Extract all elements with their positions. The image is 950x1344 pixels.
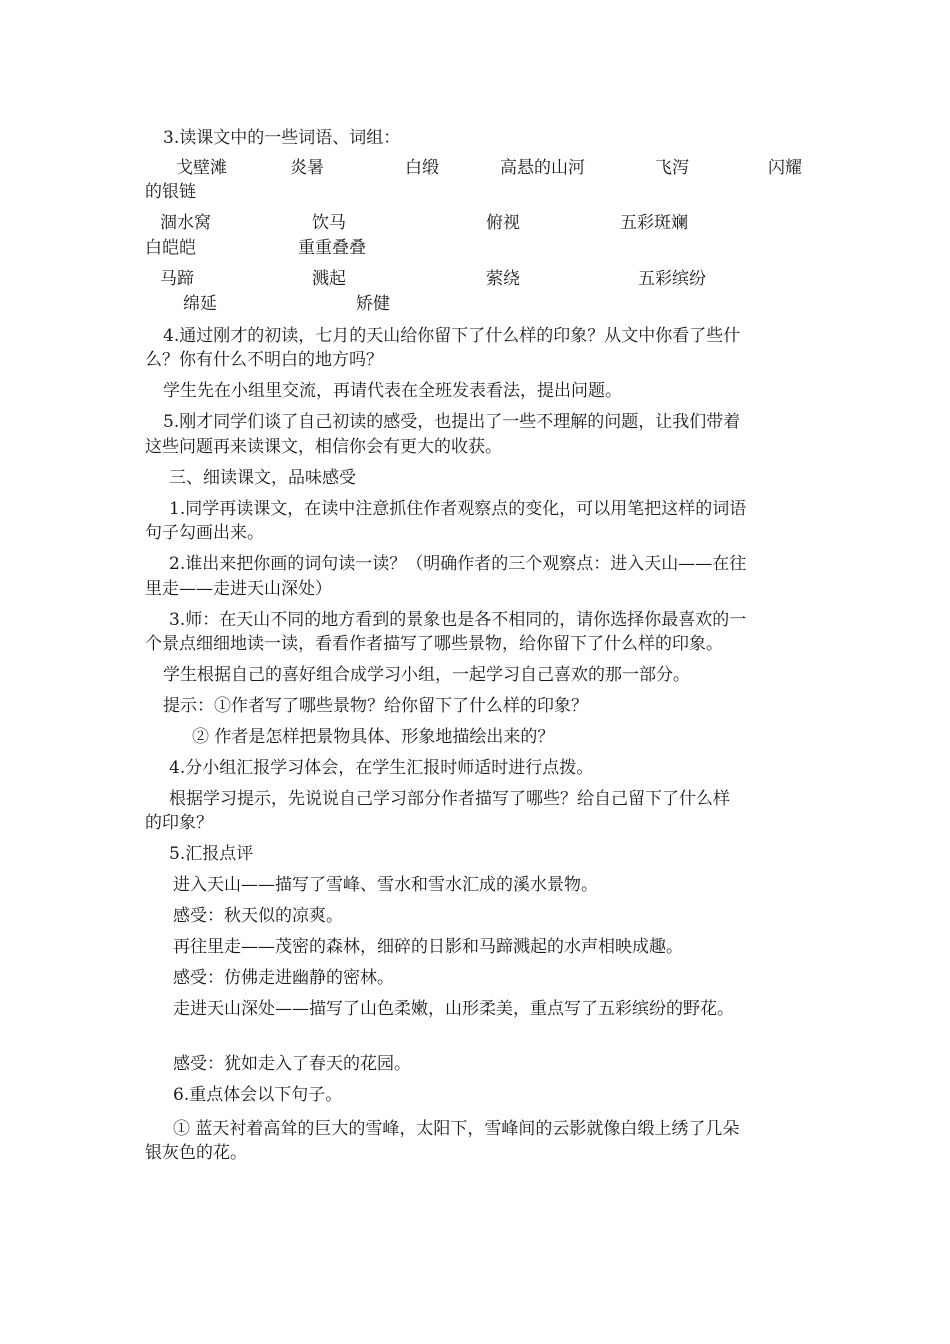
vocab-word: 飞泻 — [655, 158, 689, 178]
paragraph-line: 2.谁出来把你画的词句读一读？（明确作者的三个观察点：进入天山——在往 — [169, 554, 747, 574]
section3-heading: 3.读课文中的一些词语、词组： — [163, 128, 401, 148]
vocab-word: 饮马 — [312, 213, 346, 233]
report-line: 走进天山深处——描写了山色柔嫩，山形柔美，重点写了五彩缤纷的野花。 — [173, 999, 734, 1019]
section-heading: 三、细读课文，品味感受 — [169, 468, 356, 488]
hint-line: ② 作者是怎样把景物具体、形象地描绘出来的？ — [192, 727, 555, 747]
paragraph-line: 个景点细细地读一读，看看作者描写了哪些景物，给你留下了什么样的印象。 — [145, 634, 723, 654]
vocab-word: 白皑皑 — [145, 238, 196, 258]
feeling-line: 感受：秋天似的凉爽。 — [173, 906, 343, 926]
paragraph-line: 5.刚才同学们谈了自己初读的感受，也提出了一些不理解的问题，让我们带着 — [163, 412, 741, 432]
paragraph-line: 4.分小组汇报学习体会，在学生汇报时师适时进行点拨。 — [169, 758, 594, 778]
paragraph-line: 句子勾画出来。 — [145, 523, 264, 543]
paragraph-line: 这些问题再来读课文，相信你会有更大的收获。 — [145, 437, 502, 457]
vocab-word: 五彩缤纷 — [638, 269, 706, 289]
vocab-word: 五彩斑斓 — [620, 213, 688, 233]
subheading: 6.重点体会以下句子。 — [173, 1085, 343, 1105]
report-line: 进入天山——描写了雪峰、雪水和雪水汇成的溪水景物。 — [173, 875, 598, 895]
vocab-word: 萦绕 — [486, 269, 520, 289]
vocab-word: 高悬的山河 — [500, 158, 585, 178]
paragraph-line: 学生先在小组里交流，再请代表在全班发表看法，提出问题。 — [163, 381, 622, 401]
vocab-word: 俯视 — [486, 213, 520, 233]
vocab-word: 重重叠叠 — [298, 238, 366, 258]
feeling-line: 感受：犹如走入了春天的花园。 — [173, 1054, 411, 1074]
vocab-word: 溅起 — [312, 269, 346, 289]
paragraph-line: 1.同学再读课文，在读中注意抓住作者观察点的变化，可以用笔把这样的词语 — [169, 499, 747, 519]
paragraph-line: 根据学习提示，先说说自己学习部分作者描写了哪些？给自己留下了什么样 — [169, 789, 730, 809]
vocab-word: 白缎 — [405, 158, 439, 178]
paragraph-line: 4.通过刚才的初读，七月的天山给你留下了什么样的印象？从文中你看了些什 — [163, 326, 741, 346]
subheading: 5.汇报点评 — [169, 844, 254, 864]
vocab-word: 的银链 — [145, 182, 196, 202]
paragraph-line: 银灰色的花。 — [145, 1143, 247, 1163]
hint-line: 提示：①作者写了哪些景物？给你留下了什么样的印象？ — [163, 696, 588, 716]
paragraph-line: 么？你有什么不明白的地方吗？ — [145, 350, 383, 370]
vocab-word: 绵延 — [183, 294, 217, 314]
report-line: 再往里走——茂密的森林，细碎的日影和马蹄溅起的水声相映成趣。 — [173, 937, 683, 957]
paragraph-line: 里走——走进天山深处） — [145, 579, 332, 599]
paragraph-line: ① 蓝天衬着高耸的巨大的雪峰，太阳下，雪峰间的云影就像白缎上绣了几朵 — [173, 1119, 740, 1139]
vocab-word: 矫健 — [356, 294, 390, 314]
paragraph-line: 3.师：在天山不同的地方看到的景象也是各不相同的，请你选择你最喜欢的一 — [169, 610, 747, 630]
vocab-word: 涸水窝 — [160, 213, 211, 233]
vocab-word: 戈壁滩 — [176, 158, 227, 178]
vocab-word: 马蹄 — [160, 269, 194, 289]
feeling-line: 感受：仿佛走进幽静的密林。 — [173, 968, 394, 988]
vocab-word: 炎暑 — [290, 158, 324, 178]
paragraph-line: 的印象？ — [145, 813, 213, 833]
paragraph-line: 学生根据自己的喜好组合成学习小组，一起学习自己喜欢的那一部分。 — [163, 665, 690, 685]
vocab-word: 闪耀 — [768, 158, 802, 178]
